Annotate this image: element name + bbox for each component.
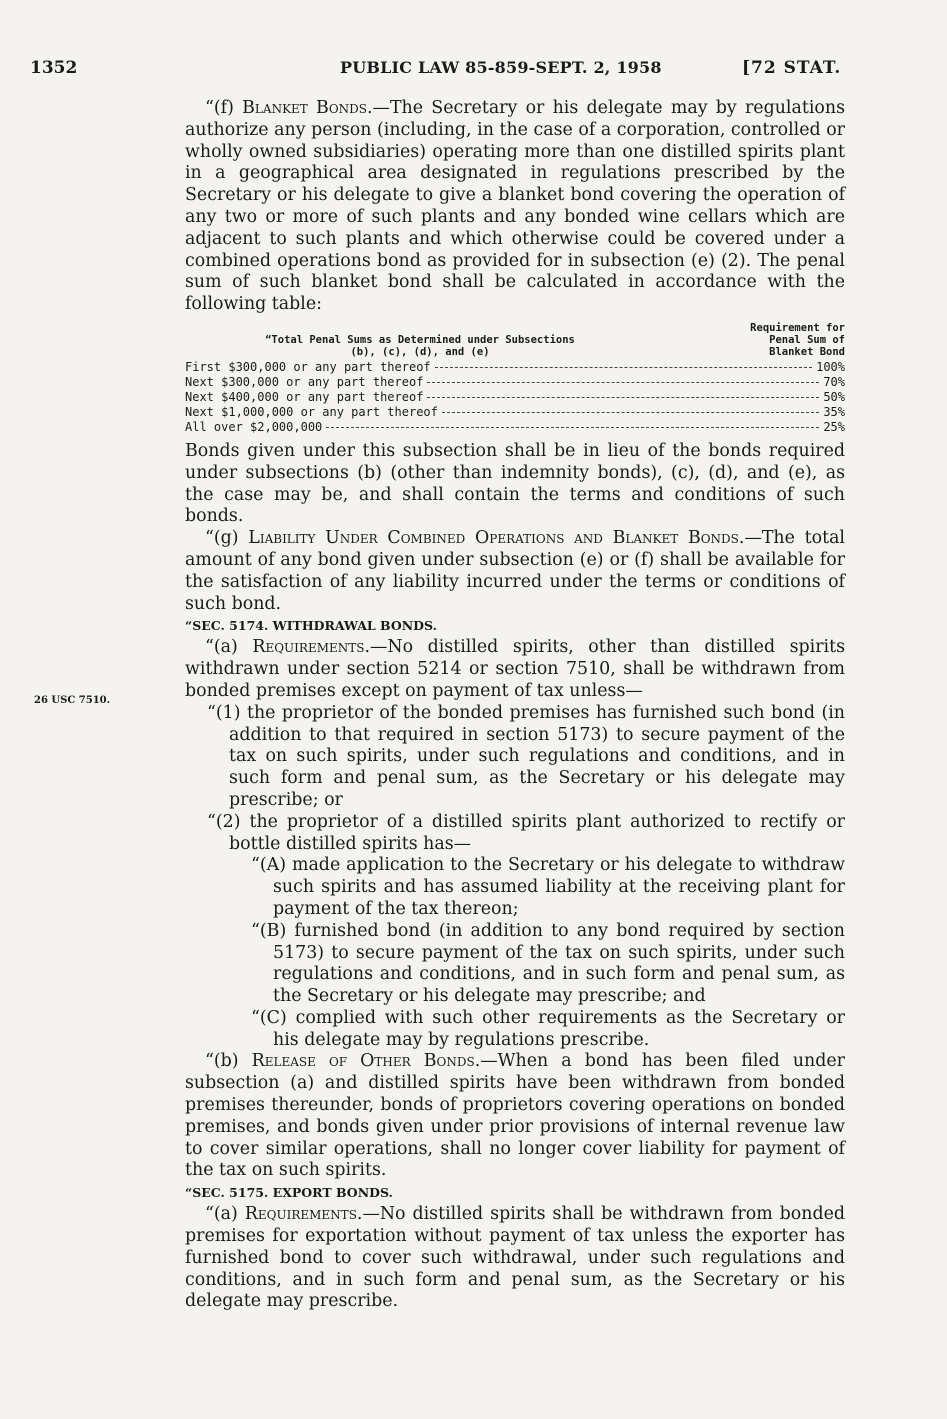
table-row: Next $300,000 or any part thereof 70% [185, 374, 845, 389]
paragraph-1: “(1) the proprietor of the bonded premises has furnished such bond (in addition to that required in section 5173) to secure payment of the tax on such spirits, under such regulations and conditions, and in such form and penal sum, as the Secretary or his delegate may prescribe; or [207, 702, 845, 810]
after-table-paragraph: Bonds given under this subsection shall be in lieu of the bonds required under subsections (b) (other than indemnity bonds), (c), (d), and (e), as the case may be, and shall contain the terms and conditions of such bonds. [185, 440, 845, 527]
subsection-f-heading: Blanket Bonds. [242, 98, 373, 118]
subparagraph-c: “(C) complied with such other requirements as the Secretary or his delegate may by regulations prescribe. [251, 1007, 845, 1050]
subsection-g-heading: Liability Under Combined Operations and Blanket Bonds. [248, 528, 745, 549]
export-requirements-heading: Requirements. [244, 1204, 363, 1225]
page-number: 1352 [30, 58, 78, 78]
subsection-g: “(g) Liability Under Combined Operations and Blanket Bonds.—The total amount of any bond given under subsection (e) or (f) shall be available for the satisfaction of any liability incurred under the terms or conditions of such bond. [185, 528, 845, 614]
statute-reference: [72 STAT. [742, 58, 842, 78]
table-row: Next $400,000 or any part thereof 50% [185, 389, 845, 404]
document-body [185, 98, 845, 1313]
section-5174-a: “(a) Requirements.—No distilled spirits, other than distilled spirits withdrawn under section 5214 or section 7510, shall be withdrawn from bonded premises except on payment of tax unless— [185, 637, 846, 701]
subsection-f: “(f) Blanket Bonds.—The Secretary or his delegate may by regulations authorize any person (including, in the case of a corporation, controlled or wholly owned subsidiaries) operating more than one distilled spirits plant in a geographical area designated in regulations prescribed by the Secretary or his delegate to give a blanket bond covering the operation of any two or more of such plants and any bonded wine cellars which are adjacent to such plants and which otherwise could be covered under a combined operations bond as provided for in subsection (e) (2). The penal sum of such blanket bond shall be calculated in accordance with the following table: [185, 98, 845, 315]
table-row: All over $2,000,000 25% [185, 419, 845, 434]
section-5175-heading: “SEC. 5175. EXPORT BONDS. [185, 1185, 393, 1201]
table-header: “Total Penal Sums as Determined under Subsections (b), (c), (d), and (e) Requirement for Penal Sum of Blanket Bond [265, 321, 845, 358]
requirements-heading: Requirements. [252, 637, 370, 658]
margin-citation: 26 USC 7510. [34, 695, 111, 706]
table-row: Next $1,000,000 or any part thereof 35% [185, 404, 845, 419]
subparagraph-a: “(A) made application to the Secretary or his delegate to withdraw such spirits and has assumed liability at the receiving plant for payment of the tax thereon; [251, 855, 845, 919]
subparagraph-b: “(B) furnished bond (in addition to any bond required by section 5173) to secure payment of the tax on such spirits, under such regulations and conditions, and in such form and penal sum, as the Secretary or his delegate may prescribe; and [251, 920, 845, 1007]
page-header [0, 58, 947, 82]
section-5175-a: “(a) Requirements.—No distilled spirits shall be withdrawn from bonded premises for exportation without payment of tax unless the exporter has furnished bond to cover such withdrawal, under such regulations and conditions, and in such form and penal sum, as the Secretary or his delegate may prescribe. [185, 1204, 846, 1312]
release-heading: Release of Other Bonds. [251, 1051, 481, 1072]
paragraph-2: “(2) the proprietor of a distilled spirits plant authorized to rectify or bottle distilled spirits has— [207, 811, 845, 854]
running-title: PUBLIC LAW 85-859-SEPT. 2, 1958 [340, 58, 662, 77]
section-5174-b: “(b) Release of Other Bonds.—When a bond has been filed under subsection (a) and distilled spirits have been withdrawn from bonded premises thereunder, bonds of proprietors covering operations on bonded premises, and bonds given under prior provisions of internal revenue law to cover similar operations, shall no longer cover liability for payment of the tax on such spirits. [185, 1051, 845, 1181]
table-row: First $300,000 or any part thereof 100% [185, 359, 845, 374]
section-5174-heading: “SEC. 5174. WITHDRAWAL BONDS. [185, 618, 437, 634]
penal-sum-table [185, 322, 845, 435]
